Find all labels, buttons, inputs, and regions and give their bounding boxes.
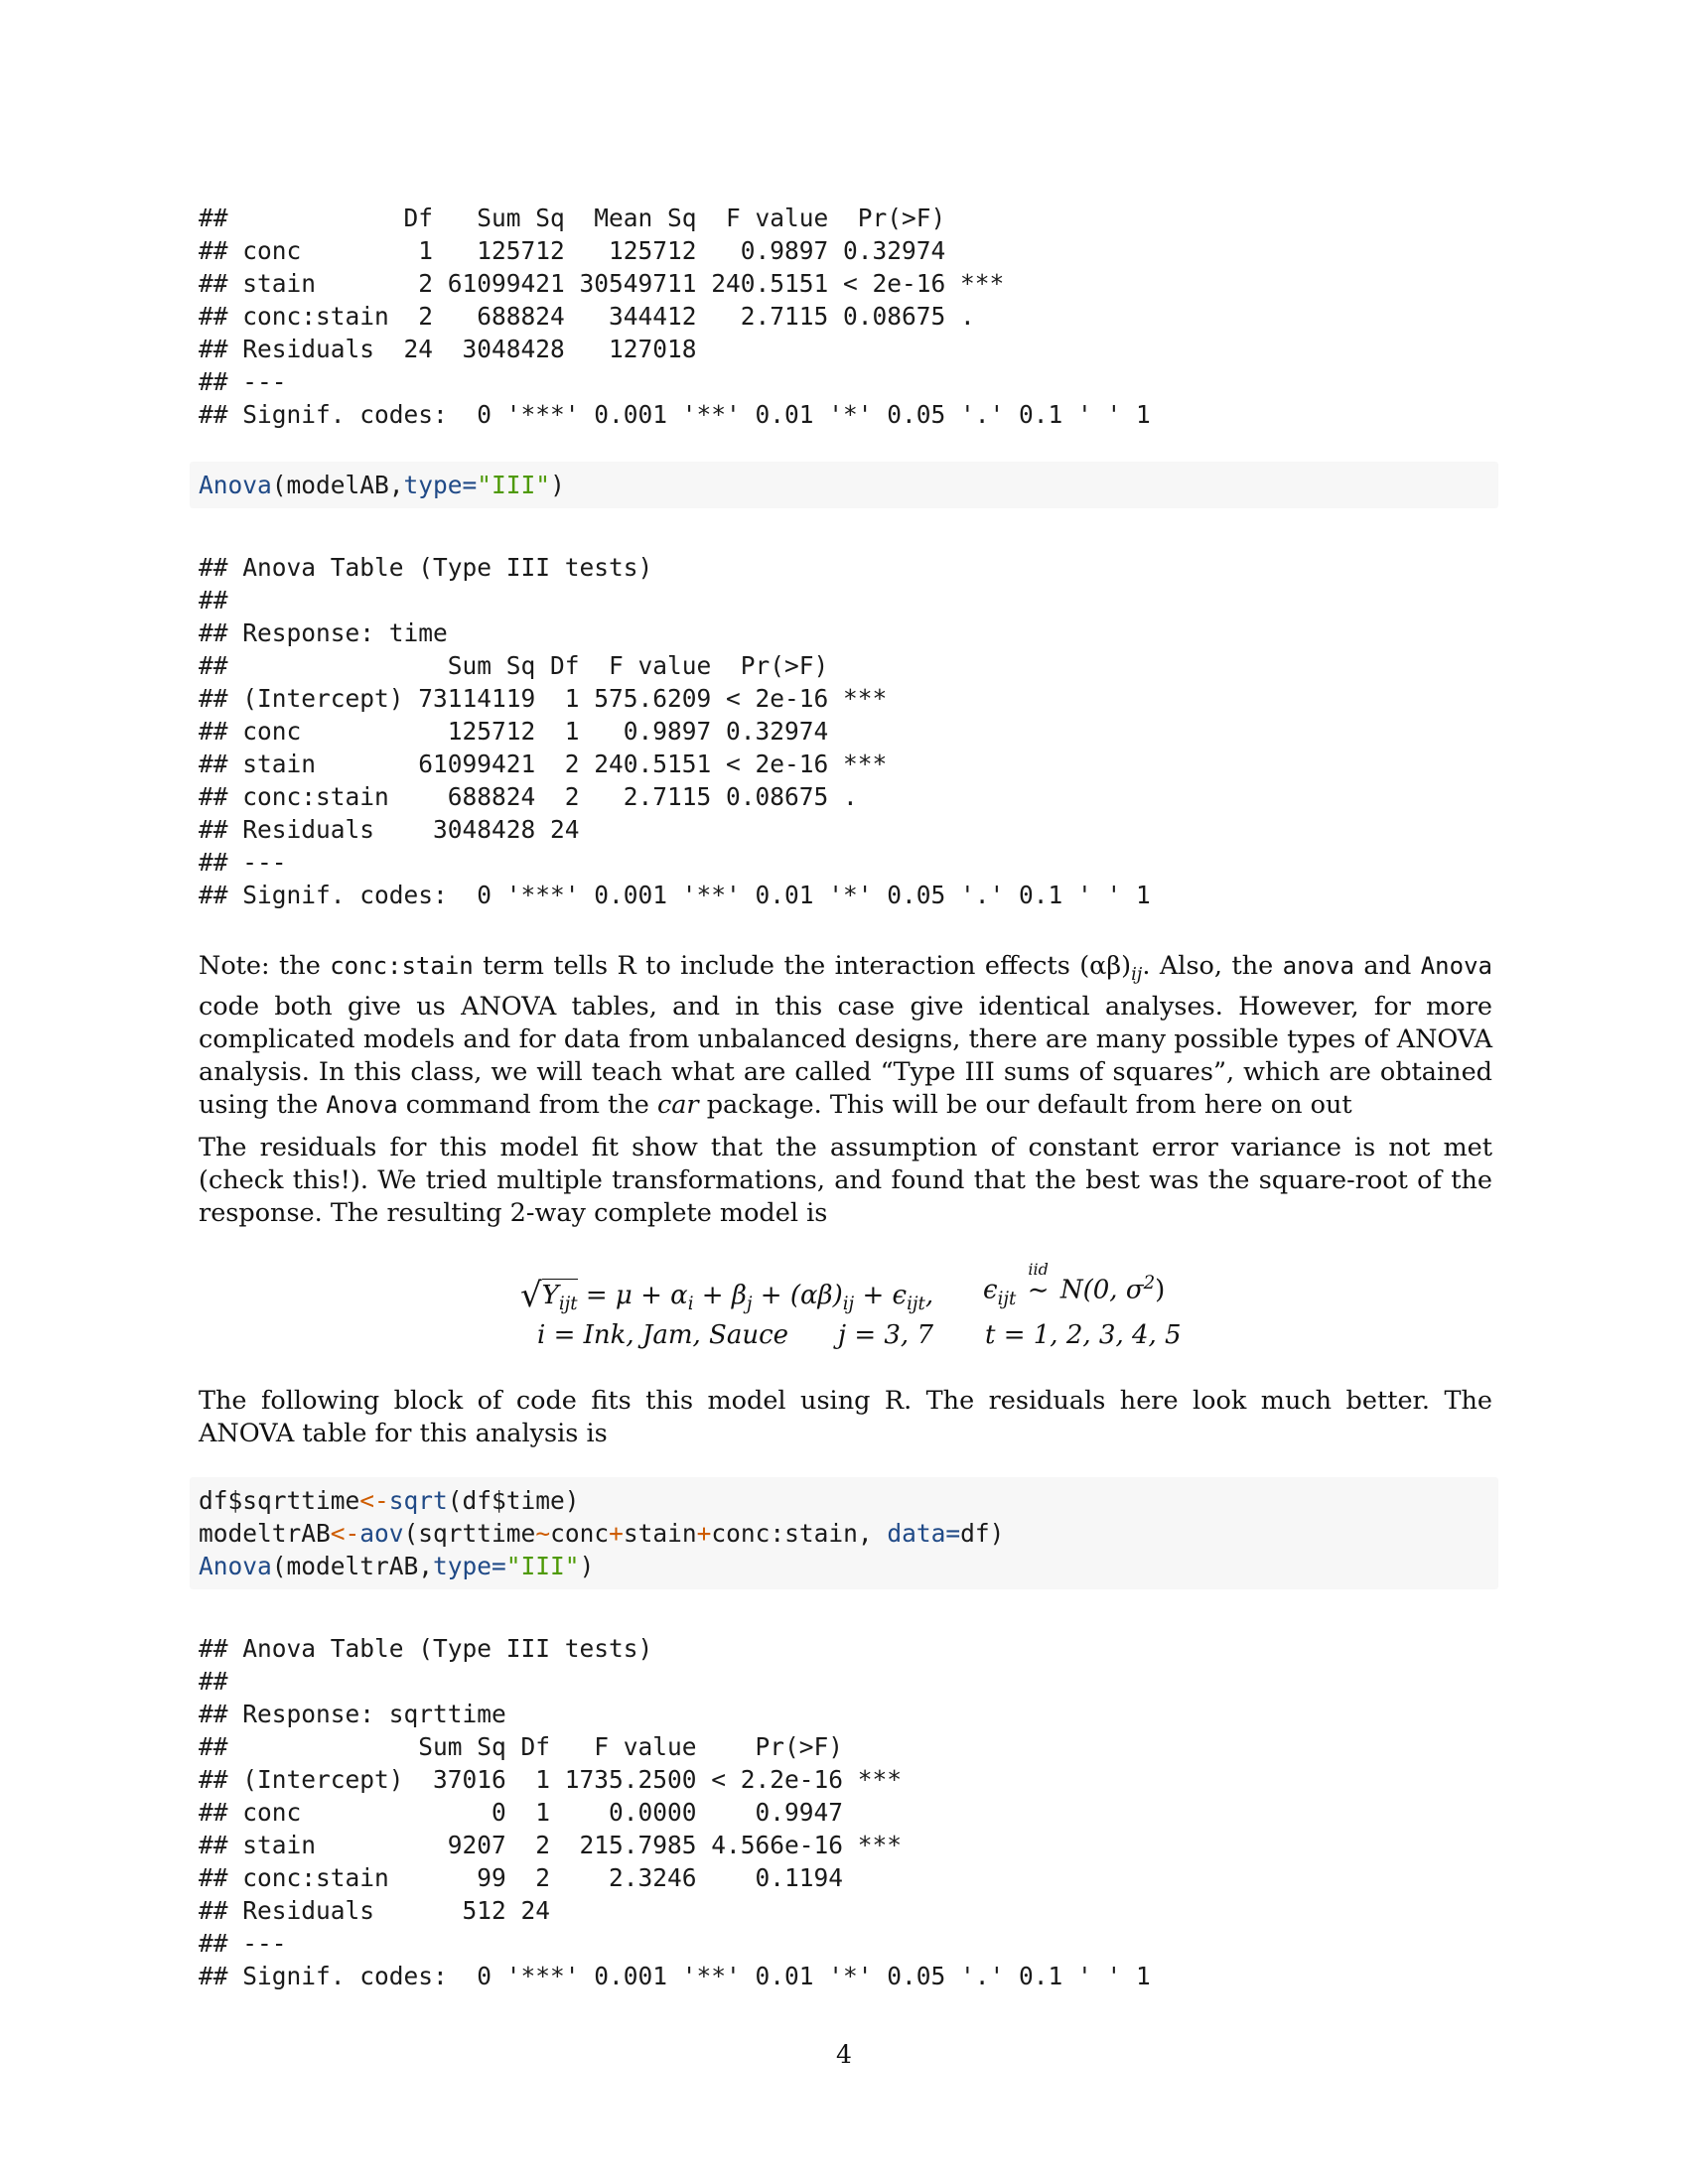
output-line: ## stain 9207 2 215.7985 4.566e-16 *** [199, 1831, 903, 1859]
output-line: ## Anova Table (Type III tests) [199, 1634, 653, 1663]
output-line: ## --- [199, 367, 287, 396]
output-line: ## stain 2 61099421 30549711 240.5151 < 2e-16 *** [199, 269, 1005, 298]
code-block-1 [190, 462, 1498, 508]
output-line: ## conc 0 1 0.0000 0.9947 [199, 1798, 844, 1827]
code-token: "III" [477, 471, 551, 499]
note-paragraph: Note: the conc:stain term tells R to include the interaction effects $(\alpha\beta)_{ij}$. Also, the anova and Anova code both give us ANOVA tables, and in this case give identical analyses. However, for more complicated models and for data from unbalanced designs, there are many possible types of ANOVA analysis. In this class, we will teach what are called “Type III sums of squares”, which are obtained using the Anova command from the car package. This will be our default from here on out [199, 951, 1492, 1121]
output-line: ## conc:stain 99 2 2.3246 0.1194 [199, 1863, 844, 1892]
output-line: ## Anova Table (Type III tests) [199, 553, 653, 582]
output-line: ## stain 61099421 2 240.5151 < 2e-16 *** [199, 750, 888, 778]
page-number: 4 [836, 2040, 852, 2069]
output-line: ## conc:stain 688824 2 2.7115 0.08675 . [199, 782, 858, 811]
output-line: ## Signif. codes: 0 '***' 0.001 '**' 0.01 '*' 0.05 '.' 0.1 ' ' 1 [199, 1962, 1151, 1990]
output-line: ## [199, 586, 228, 614]
output-line: ## Signif. codes: 0 '***' 0.001 '**' 0.01 '*' 0.05 '.' 0.1 ' ' 1 [199, 400, 1151, 429]
output-line: ## Sum Sq Df F value Pr(>F) [199, 1732, 844, 1761]
fit-paragraph: The following block of code fits this model using R. The residuals here look much better. The ANOVA table for this analysis is [199, 1386, 1492, 1448]
code-token: ) [550, 471, 565, 499]
output-line: ## Df Sum Sq Mean Sq F value Pr(>F) [199, 204, 946, 232]
anova-output-2 [199, 551, 1151, 911]
output-line: ## Residuals 512 24 [199, 1896, 551, 1925]
code-block-2: df$sqrttime<-sqrt(df$time) modeltrAB<-aov(sqrttime~conc+stain+conc:stain, data=df) Anova(modeltrAB,type="III") [190, 1477, 1498, 1589]
output-line: ## (Intercept) 73114119 1 575.6209 < 2e-16 *** [199, 684, 888, 713]
document-page: ## Df Sum Sq Mean Sq F value Pr(>F) ## conc 1 125712 125712 0.9897 0.32974 ## stain 2 61099421 30549711 240.5151 < 2e-16 *** ## conc:stain 2 688824 344412 2.7115 0.08675 . ## Residuals 24 3048428 127018 ## --- ## Signif. codes: 0 '***' 0.001 '**' 0.01 '*' 0.05 '.' 0.1 ' ' 1 Anova(modelAB,type="III") ## Anova Table (Type III tests) ## ## Response: time ## Sum Sq Df F value Pr(>F) ## (Intercept) 73114119 1 575.6209 < 2e-16 *** ## conc 125712 1 0.9897 0.32974 ## stain 61099421 2 240.5151 < 2e-16 *** ## conc:stain 688824 2 2.7115 0.08675 . ## Residuals 3048428 24 ## --- ## Signif. codes: 0 '***' 0.001 '**' 0.01 '*' 0.05 '.' 0.1 ' ' 1 Note: the conc:stain term tells R to include the interaction effects $(\alpha\beta)_{ij}$. Also, the anova and Anova code both give us ANOVA tables, and in this case give identical analyses. However, for more complicated models and for data from unbalanced designs, there are many possible types of ANOVA analysis. In this class, we will teach what are called “Type III sums of squares”, which are obtained using the Anova command from the car package. This will be our default from here on out The residuals for this model fit show that the assumption of constant error variance is not met (check this!). We tried multiple transformations, and found that the best was the square-root of the response. The resulting 2-way complete model is $√Y_{ijt} = \mu + \alpha_i + \beta_j + (\alpha\beta)_{ij} + \epsilon_{ijt}$, $\epsilon_{ijt}$ iid ∼ N(0, $\sigma^2$) i = Ink, Jam, Sauce j = 3, 7 t = 1, 2, 3, 4, 5 The following block of code fits this model using R. The residuals here look much better. The ANOVA table for this analysis is df$sqrttime<-sqrt(df$time) modeltrAB<-aov(sqrttime~conc+stain+conc:stain, data=df) Anova(modeltrAB,type="III") ## Anova Table (Type III tests) ## ## Response: sqrttime ## Sum Sq Df F value Pr(>F) ## (Intercept) 37016 1 1735.2500 < 2.2e-16 *** ## conc 0 1 0.0000 0.9947 ## stain 9207 2 215.7985 4.566e-16 *** ## conc:stain 99 2 2.3246 0.1194 ## Residuals 512 24 ## --- ## Signif. codes: 0 '***' 0.001 '**' 0.01 '*' 0.05 '.' 0.1 ' ' 1 4 [0, 0, 1688, 2184]
anova-output-1 [199, 202, 1151, 431]
output-line: ## Response: time [199, 618, 448, 647]
output-line: ## Response: sqrttime [199, 1700, 506, 1728]
output-line: ## Residuals 3048428 24 [199, 815, 580, 844]
code-token: (modelAB, [271, 471, 404, 499]
anova-output-3 [199, 1632, 1151, 1992]
output-line: ## Sum Sq Df F value Pr(>F) [199, 651, 829, 680]
output-line: ## Residuals 24 3048428 127018 [199, 335, 697, 363]
output-line: ## (Intercept) 37016 1 1735.2500 < 2.2e-16 *** [199, 1765, 903, 1794]
output-line: ## conc 1 125712 125712 0.9897 0.32974 [199, 236, 946, 265]
output-line: ## [199, 1667, 228, 1696]
residuals-paragraph: The residuals for this model fit show that the assumption of constant error variance is not met (check this!). We tried multiple transformations, and found that the best was the square-root of the response. The resulting 2-way complete model is [199, 1133, 1492, 1228]
output-line: ## --- [199, 848, 287, 877]
output-line: ## conc:stain 2 688824 344412 2.7115 0.08675 . [199, 302, 975, 331]
output-line: ## conc 125712 1 0.9897 0.32974 [199, 717, 829, 746]
code-token: Anova [199, 471, 272, 499]
output-line: ## --- [199, 1929, 287, 1958]
code-token: type= [403, 471, 478, 499]
output-line: ## Signif. codes: 0 '***' 0.001 '**' 0.01 '*' 0.05 '.' 0.1 ' ' 1 [199, 881, 1151, 909]
